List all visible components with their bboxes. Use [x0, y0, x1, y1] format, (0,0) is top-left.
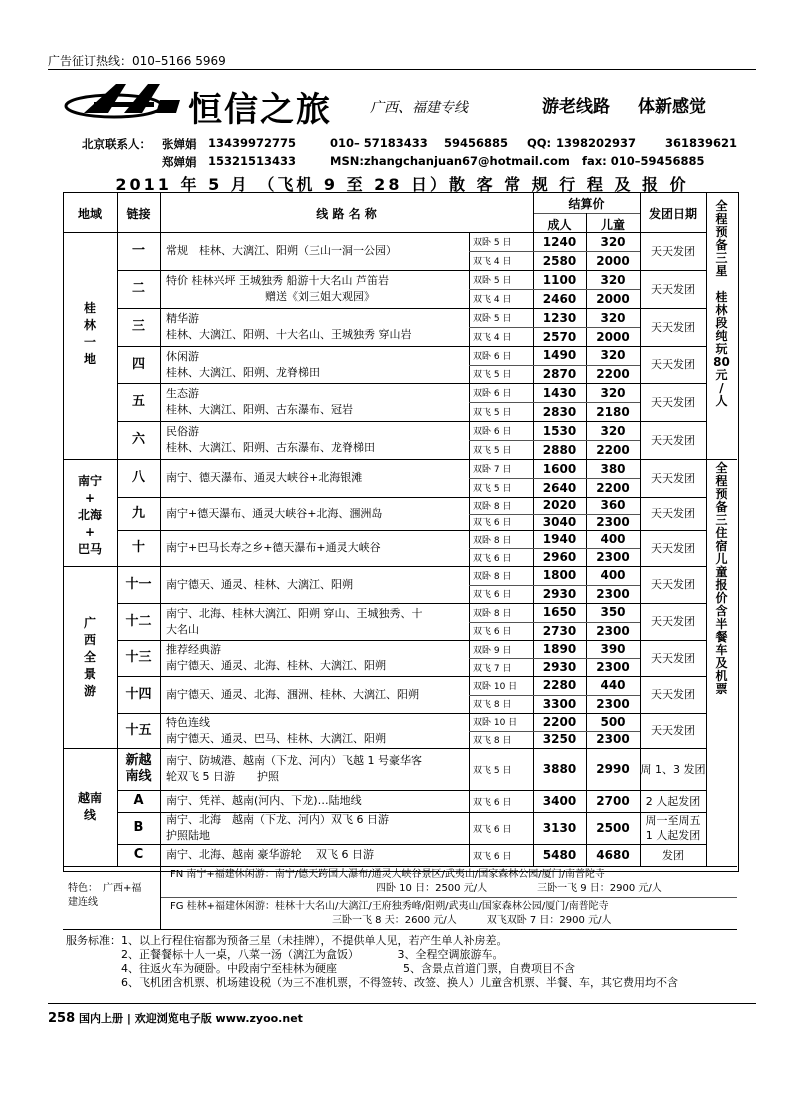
slogan-1: 游老线路	[542, 97, 610, 117]
route-link: 十四	[125, 686, 152, 702]
route-name: 南宁+巴马长寿之乡+德天瀑布+通灵大峡谷	[166, 541, 381, 554]
header-route: 线 路 名 称	[316, 207, 377, 221]
adult-price: 1800	[542, 568, 577, 583]
contact-name-2: 郑婵娟	[162, 155, 197, 169]
departure-schedule: 天天发团	[651, 541, 695, 555]
trip-duration: 双卧 6 日	[473, 427, 512, 437]
route-name: 特价 桂林兴坪 王城独秀 船游十大名山 芦笛岩 赠送《刘三姐大观园》	[166, 274, 389, 303]
region-vietnam: 越南 线	[77, 791, 102, 822]
child-price: 350	[600, 605, 626, 620]
slogan-2: 体新感觉	[638, 97, 706, 117]
adult-price: 3130	[542, 821, 577, 835]
service-line: 服务标准：1、以上行程住宿都为预备三星（未挂牌），不提供单人见，若产生单人补房差。	[66, 934, 508, 947]
route-link: A	[133, 793, 144, 808]
trip-duration: 双飞 8 日	[473, 700, 512, 711]
top-divider	[48, 69, 756, 70]
region-guilin: 桂 林 一 地	[83, 301, 96, 366]
adult-price: 1600	[542, 461, 577, 476]
brand-subtitle: 广西、福建专线	[370, 100, 468, 116]
adult-price: 1490	[542, 348, 577, 363]
child-price: 320	[600, 348, 626, 363]
trip-duration: 双飞 4 日	[473, 295, 512, 305]
adult-price: 1530	[542, 423, 577, 438]
trip-duration: 双卧 8 日	[473, 501, 512, 512]
ad-hotline: 广告征订热线：010–5166 5969	[48, 54, 226, 68]
contact-mobile-1: 13439972775	[208, 136, 297, 150]
column-divider	[469, 812, 470, 844]
child-price: 500	[600, 714, 626, 729]
adult-price: 2830	[542, 404, 577, 419]
child-price: 320	[600, 423, 626, 438]
child-price: 320	[600, 310, 626, 325]
trip-duration: 双卧 10 日	[473, 718, 518, 729]
note-guilin: 全 程 预 备 三 星 桂 林 段 纯 玩 80 元 / 人	[713, 199, 730, 408]
departure-schedule: 天天发团	[651, 507, 695, 520]
trip-duration: 双卧 6 日	[473, 389, 512, 399]
trip-duration: 双飞 6 日	[473, 851, 512, 862]
child-price: 360	[600, 498, 626, 513]
departure-schedule: 天天发团	[651, 615, 695, 628]
service-line: 6、飞机团含机票、机场建设税（为三不准机票，不得签转、改签、换人）儿童含机票、半餐、车，其它费用均不含	[66, 976, 678, 989]
trip-duration: 双飞 6 日	[473, 824, 512, 835]
adult-price: 3300	[542, 696, 577, 711]
service-line: 2、正餐餐标十人一桌，八菜一汤（漓江为盒饭） 3、全程空调旅游车。	[66, 948, 504, 961]
child-price: 320	[600, 234, 626, 249]
adult-price: 1940	[542, 532, 577, 546]
trip-duration: 双飞 7 日	[473, 663, 512, 674]
route-name: 南宁德天、通灵、北海、涠洲、桂林、大漓江、阳朔	[166, 687, 419, 701]
child-price: 2990	[596, 762, 630, 776]
adult-price: 3400	[542, 794, 577, 808]
adult-price: 1650	[542, 605, 577, 620]
route-link: 新越 南线	[125, 753, 152, 784]
departure-schedule: 天天发团	[651, 578, 695, 591]
trip-duration: 双卧 9 日	[473, 645, 512, 656]
departure-schedule: 周 1、3 发团	[640, 762, 706, 776]
trip-duration: 双飞 4 日	[473, 333, 512, 343]
contact-msn: MSN:zhangchanjuan67@hotmail.com	[330, 154, 570, 168]
route-link: 八	[131, 470, 145, 485]
route-link: C	[133, 847, 144, 862]
trip-duration: 双卧 10 日	[473, 681, 518, 692]
trip-duration: 双卧 5 日	[473, 238, 512, 248]
departure-schedule: 天天发团	[651, 688, 695, 701]
header-adult: 成人	[547, 218, 572, 232]
child-price: 2300	[596, 732, 630, 747]
trip-duration: 双飞 5 日	[473, 765, 512, 776]
child-price: 2200	[596, 366, 630, 381]
trip-duration: 双飞 5 日	[473, 408, 512, 418]
route-link: 五	[131, 394, 145, 409]
service-line: 4、往返火车为硬卧。中段南宁至桂林为硬座 5、含景点首道门票，自费项目不含	[66, 962, 575, 975]
adult-price: 2930	[542, 586, 577, 601]
trip-duration: 双飞 6 日	[473, 797, 512, 808]
trip-duration: 双飞 5 日	[473, 370, 512, 381]
route-name: 南宁德天、通灵、桂林、大漓江、阳朔	[166, 577, 353, 591]
route-name: 休闲游 桂林、大漓江、阳朔、龙脊梯田	[166, 349, 320, 379]
departure-schedule: 周一至周五 1 人起发团	[645, 814, 701, 842]
row-divider	[63, 929, 737, 930]
route-name: 南宁、德天瀑布、通灵大峡谷+北海银滩	[166, 471, 363, 484]
contact-qq-1: 1398202937	[556, 136, 637, 150]
contact-qq-2: 361839621	[665, 136, 738, 150]
route-name: 特色连线 南宁德天、通灵、巴马、桂林、大漓江、阳朔	[166, 715, 386, 745]
child-price: 2300	[596, 623, 630, 638]
child-price: 2000	[596, 329, 630, 344]
contact-name-1: 张婵娟	[162, 137, 197, 151]
child-price: 2200	[596, 480, 630, 495]
footer-section: 国内上册	[78, 1012, 123, 1025]
trip-duration: 双飞 6 日	[473, 518, 512, 529]
departure-schedule: 天天发团	[651, 358, 695, 371]
adult-price: 2460	[542, 291, 577, 306]
trip-duration: 双卧 7 日	[473, 465, 512, 475]
route-name: 精华游 桂林、大漓江、阳朔、十大名山、王城独秀 穿山岩	[166, 312, 412, 341]
header-region: 地域	[77, 207, 102, 221]
route-name: 南宁+德天瀑布、通灵大峡谷+北海、涠洲岛	[166, 506, 383, 520]
child-price: 2000	[596, 253, 630, 268]
adult-price: 1430	[542, 385, 577, 400]
route-link: 十三	[125, 650, 152, 665]
adult-price: 2730	[542, 623, 577, 638]
departure-schedule: 2 人起发团	[645, 794, 701, 808]
header-departure: 发团日期	[648, 207, 697, 221]
trip-duration: 双卧 6 日	[473, 351, 512, 362]
trip-duration: 双飞 5 日	[473, 446, 512, 456]
note-nanning-guangxi: 全 程 预 备 三 住 宿 儿 童 报 价 含 半 餐 车 及 机 票	[715, 461, 728, 696]
adult-price: 2930	[542, 660, 577, 674]
child-price: 400	[600, 532, 626, 546]
adult-price: 2570	[542, 329, 577, 344]
route-name: 南宁、北海、越南 豪华游轮 双飞 6 日游	[166, 848, 374, 861]
route-link: 二	[131, 281, 145, 296]
route-name: 常规 桂林、大漓江、阳朔（三山一洞一公园）	[166, 244, 397, 257]
route-link: 十二	[125, 613, 152, 629]
child-price: 2300	[596, 550, 630, 564]
adult-price: 2280	[542, 678, 577, 693]
header-price: 结算价	[568, 197, 605, 211]
adult-price: 3250	[542, 732, 577, 747]
route-name: 民俗游 桂林、大漓江、阳朔、古东瀑布、龙脊梯田	[166, 425, 375, 454]
contact-tel-2: 59456885	[444, 136, 509, 150]
region-nanning: 南宁 + 北海 + 巴马	[77, 474, 102, 556]
adult-price: 1230	[542, 310, 577, 325]
route-name: 南宁、北海、桂林大漓江、阳朔 穿山、王城独秀、十 大名山	[166, 606, 423, 636]
logo-icon	[64, 80, 182, 120]
child-price: 2300	[596, 660, 630, 674]
special-fg-line-2: 三卧一飞 8 天：2600 元/人 双飞双卧 7 日：2900 元/人	[332, 915, 612, 926]
child-price: 2300	[596, 514, 630, 529]
departure-schedule: 天天发团	[651, 471, 695, 485]
column-divider	[469, 748, 470, 790]
contact-fax: fax: 010–59456885	[582, 154, 705, 168]
page-number: 258	[48, 1011, 76, 1026]
departure-schedule: 天天发团	[651, 320, 695, 334]
adult-price: 3880	[542, 762, 577, 776]
child-price: 2180	[596, 404, 630, 419]
footer	[48, 1010, 303, 1026]
route-name: 推荐经典游 南宁德天、通灵、北海、桂林、大漓江、阳朔	[166, 643, 386, 672]
column-divider	[160, 866, 161, 929]
trip-duration: 双卧 8 日	[473, 608, 512, 619]
trip-duration: 双飞 6 日	[473, 627, 512, 638]
trip-duration: 双卧 8 日	[473, 571, 512, 582]
child-price: 440	[600, 678, 626, 693]
route-link: 三	[131, 319, 145, 334]
route-link: B	[133, 820, 144, 835]
adult-price: 2580	[542, 253, 577, 268]
child-price: 320	[600, 272, 626, 287]
adult-price: 3040	[542, 514, 577, 529]
special-fn-line-1: FN 南宁+福建休闲游：南宁/德天跨国大瀑布/通灵大峡谷景区/武夷山/国家森林公园/厦门/南普陀寺	[170, 869, 606, 880]
row-divider	[160, 897, 737, 898]
child-price: 390	[600, 642, 626, 656]
child-price: 2300	[596, 696, 630, 711]
route-name: 南宁、北海 越南（下龙、河内）双飞 6 日游 护照陆地	[166, 813, 389, 842]
route-link: 一	[131, 243, 145, 258]
trip-duration: 双卧 8 日	[473, 535, 512, 546]
trip-duration: 双飞 8 日	[473, 735, 512, 746]
adult-price: 1240	[542, 234, 577, 249]
child-price: 2200	[596, 442, 630, 457]
special-label: 特色： 广西+福 建连线	[68, 883, 142, 908]
trip-duration: 双卧 5 日	[473, 276, 512, 286]
route-link: 十	[131, 540, 145, 555]
header-link: 链接	[126, 207, 151, 221]
adult-price: 1100	[542, 272, 577, 287]
row-divider	[706, 459, 737, 460]
column-divider	[160, 192, 161, 866]
special-fg-line-1: FG 桂林+福建休闲游：桂林十大名山/大漓江/王府独秀峰/阳朔/武夷山/国家森林公园/厦门/南普陀寺	[170, 901, 609, 912]
adult-price: 2200	[542, 714, 577, 729]
footer-separator: |	[126, 1012, 131, 1025]
child-price: 320	[600, 385, 626, 400]
departure-schedule: 天天发团	[651, 651, 695, 665]
route-name: 南宁、防城港、越南（下龙、河内）飞越 1 号豪华客 轮双飞 5 日游 护照	[166, 754, 422, 783]
adult-price: 2880	[542, 442, 577, 457]
contact-mobile-2: 15321513433	[208, 154, 297, 168]
adult-price: 2870	[542, 366, 577, 381]
route-name: 南宁、凭祥、越南(河内、下龙)…陆地线	[166, 794, 362, 807]
adult-price: 2020	[542, 498, 577, 513]
route-link: 四	[131, 356, 145, 372]
region-guangxi: 广 西 全 景 游	[83, 616, 96, 698]
departure-schedule: 天天发团	[651, 724, 695, 737]
column-divider	[469, 844, 470, 866]
route-name: 生态游 桂林、大漓江、阳朔、古东瀑布、冠岩	[166, 387, 353, 416]
adult-price: 2640	[542, 480, 577, 495]
contact-tel: 010– 57183433	[330, 136, 428, 150]
header-child: 儿童	[600, 218, 625, 232]
service-standards	[66, 934, 678, 990]
trip-duration: 双卧 5 日	[473, 314, 512, 324]
footer-divider	[48, 1003, 756, 1004]
page-title: 2011 年 5 月 （飞机 9 至 28 日）散 客 常 规 行 程 及 报 价	[115, 175, 689, 194]
trip-duration: 双飞 6 日	[473, 553, 512, 564]
child-price: 2700	[596, 794, 630, 808]
column-divider	[469, 790, 470, 812]
contact-label: 北京联系人：	[82, 137, 151, 151]
route-link: 十五	[125, 722, 152, 738]
trip-duration: 双飞 6 日	[473, 590, 512, 601]
departure-schedule: 天天发团	[651, 433, 695, 447]
child-price: 2300	[596, 586, 630, 601]
trip-duration: 双飞 4 日	[473, 257, 512, 267]
child-price: 2000	[596, 291, 630, 306]
footer-text: 欢迎浏览电子版 www.zyoo.net	[134, 1012, 303, 1025]
child-price: 380	[600, 461, 626, 476]
adult-price: 1890	[542, 642, 577, 656]
contact-qq-label: QQ:	[527, 136, 552, 150]
child-price: 4680	[596, 848, 630, 862]
departure-schedule: 发团	[662, 848, 684, 862]
route-link: 六	[131, 432, 145, 447]
departure-schedule: 天天发团	[651, 282, 695, 296]
row-divider	[63, 866, 737, 867]
route-link: 九	[131, 505, 145, 521]
child-price: 400	[600, 568, 626, 583]
brand-name: 恒信之旅	[188, 90, 332, 130]
route-link: 十一	[125, 576, 152, 592]
trip-duration: 双飞 5 日	[473, 484, 512, 494]
departure-schedule: 天天发团	[651, 395, 695, 409]
special-fn-line-2: 四卧 10 日：2500 元/人 三卧一飞 9 日：2900 元/人	[376, 883, 662, 894]
adult-price: 2960	[542, 550, 577, 564]
adult-price: 5480	[542, 848, 577, 862]
child-price: 2500	[596, 821, 630, 835]
departure-schedule: 天天发团	[651, 244, 695, 258]
